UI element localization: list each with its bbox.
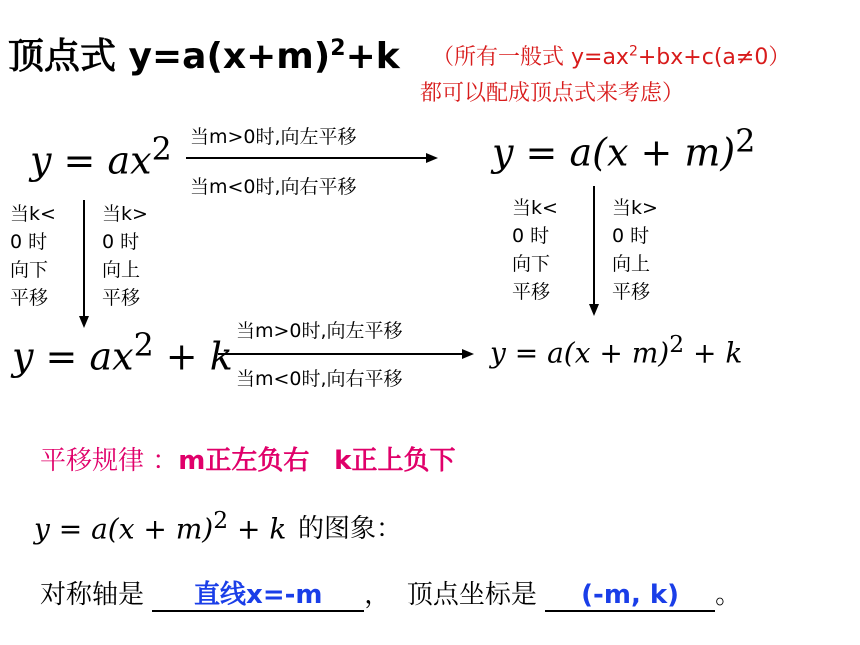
side-left-k-positive: 当k> 0 时 向上 平移 <box>102 203 148 309</box>
condition-m-negative-bottom: 当m<0时,向右平移 <box>236 368 403 390</box>
condition-m-negative-top: 当m<0时,向右平移 <box>190 176 357 198</box>
equation-vertex-form: $y = a(x + m)^2 + k$ <box>490 330 743 370</box>
equation-graph: $y = a(x + m)^2 + k$ <box>34 506 287 546</box>
arrow-down-icon <box>586 186 602 318</box>
arrow-right-icon <box>218 346 476 362</box>
axis-answer-blank[interactable]: 直线x=-m <box>152 580 364 612</box>
general-form-note-line2: 都可以配成顶点式来考虑） <box>420 81 685 106</box>
arrow-right-icon <box>186 150 440 166</box>
side-right-k-negative: 当k< 0 时 向下 平移 <box>512 197 558 303</box>
answer-line: 对称轴是 直线x=-m ， 顶点坐标是 (-m, k) 。 <box>40 580 742 610</box>
equation-shifted-horizontal: $y = a(x + m)^2$ <box>492 124 756 175</box>
condition-m-positive-bottom: 当m>0时,向左平移 <box>236 320 403 342</box>
arrow-down-icon <box>76 200 92 330</box>
graph-caption: 的图象： <box>298 514 403 544</box>
equation-basic: $y = ax^2$ <box>30 132 172 183</box>
shift-rule: 平移规律 ：m正左负右 k正上负下 <box>40 446 456 476</box>
side-left-k-negative: 当k< 0 时 向下 平移 <box>10 203 56 309</box>
equation-shifted-vertical: $y = ax^2 + k$ <box>12 328 233 379</box>
condition-m-positive-top: 当m>0时,向左平移 <box>190 126 357 148</box>
vertex-answer-blank[interactable]: (-m, k) <box>545 580 715 612</box>
side-right-k-positive: 当k> 0 时 向上 平移 <box>612 197 658 303</box>
page-title: 顶点式 $y=a(x+m)^2+k$ <box>8 36 400 77</box>
general-form-note: （所有一般式 $y=ax^2+bx+c(a\ne 0)$ <box>432 43 791 70</box>
